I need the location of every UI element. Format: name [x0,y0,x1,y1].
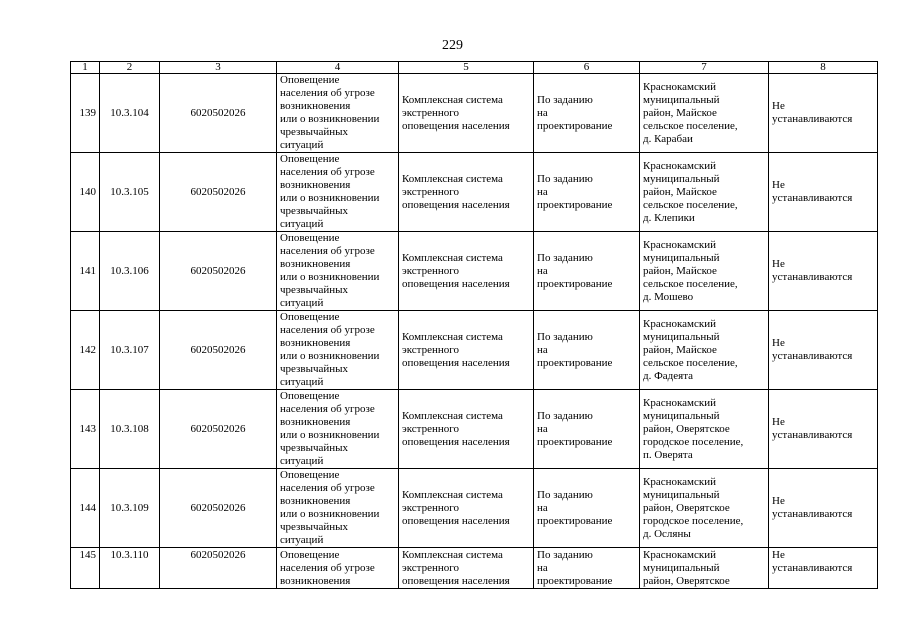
object-purpose: Оповещение населения об угрозе возникновения или о возникновении чрезвычайных ситуаций [277,390,399,469]
object-code: 10.3.110 [100,548,160,589]
object-name: Комплексная система экстренного оповещения населения [399,232,534,311]
object-kod: 6020502026 [160,232,277,311]
column-header: 2 [100,62,160,74]
column-header: 8 [769,62,878,74]
table-row [71,548,878,589]
object-kod: 6020502026 [160,311,277,390]
row-number: 139 [71,74,100,153]
object-zones: Не устанавливаются [769,153,878,232]
object-name: Комплексная система экстренного оповещения населения [399,390,534,469]
object-code: 10.3.105 [100,153,160,232]
object-zones: Не устанавливаются [769,311,878,390]
object-zones: Не устанавливаются [769,469,878,548]
table-row [71,469,878,548]
table-row [71,232,878,311]
table-row [71,74,878,153]
table-row [71,153,878,232]
object-kod: 6020502026 [160,74,277,153]
object-zones: Не устанавливаются [769,390,878,469]
object-status: По заданию на проектирование [534,74,640,153]
column-header: 4 [277,62,399,74]
row-number: 140 [71,153,100,232]
object-location: Краснокамский муниципальный район, Оверятское городское поселение, п. Оверята [640,390,769,469]
column-header: 1 [71,62,100,74]
object-name: Комплексная система экстренного оповещения населения [399,311,534,390]
object-zones: Не устанавливаются [769,232,878,311]
object-kod: 6020502026 [160,390,277,469]
object-status: По заданию на проектирование [534,311,640,390]
column-header: 3 [160,62,277,74]
object-status: По заданию на проектирование [534,153,640,232]
object-purpose: Оповещение населения об угрозе возникновения или о возникновении чрезвычайных ситуаций [277,74,399,153]
row-number: 144 [71,469,100,548]
row-number: 141 [71,232,100,311]
object-kod: 6020502026 [160,469,277,548]
object-kod: 6020502026 [160,548,277,589]
object-code: 10.3.104 [100,74,160,153]
object-location: Краснокамский муниципальный район, Майское сельское поселение, д. Клепики [640,153,769,232]
column-header: 7 [640,62,769,74]
object-code: 10.3.106 [100,232,160,311]
object-name: Комплексная система экстренного оповещения населения [399,74,534,153]
object-purpose: Оповещение населения об угрозе возникновения [277,548,399,589]
object-name: Комплексная система экстренного оповещения населения [399,153,534,232]
column-header: 6 [534,62,640,74]
object-code: 10.3.109 [100,469,160,548]
object-name: Комплексная система экстренного оповещения населения [399,548,534,589]
object-code: 10.3.108 [100,390,160,469]
object-location: Краснокамский муниципальный район, Майское сельское поселение, д. Карабаи [640,74,769,153]
object-kod: 6020502026 [160,153,277,232]
column-header: 5 [399,62,534,74]
table-row [71,390,878,469]
object-location: Краснокамский муниципальный район, Майское сельское поселение, д. Фадеята [640,311,769,390]
object-location: Краснокамский муниципальный район, Оверятское городское поселение, д. Осляны [640,469,769,548]
object-zones: Не устанавливаются [769,74,878,153]
object-purpose: Оповещение населения об угрозе возникновения или о возникновении чрезвычайных ситуаций [277,232,399,311]
object-location: Краснокамский муниципальный район, Оверятское [640,548,769,589]
object-purpose: Оповещение населения об угрозе возникновения или о возникновении чрезвычайных ситуаций [277,469,399,548]
row-number: 142 [71,311,100,390]
row-number: 145 [71,548,100,589]
object-purpose: Оповещение населения об угрозе возникновения или о возникновении чрезвычайных ситуаций [277,311,399,390]
object-location: Краснокамский муниципальный район, Майское сельское поселение, д. Мошево [640,232,769,311]
row-number: 143 [71,390,100,469]
object-status: По заданию на проектирование [534,232,640,311]
column-number-row [71,62,878,74]
object-code: 10.3.107 [100,311,160,390]
object-status: По заданию на проектирование [534,390,640,469]
object-zones: Не устанавливаются [769,548,878,589]
object-name: Комплексная система экстренного оповещения населения [399,469,534,548]
page-number: 229 [442,38,463,53]
objects-table [70,61,878,589]
object-status: По заданию на проектирование [534,469,640,548]
table-row [71,311,878,390]
object-status: По заданию на проектирование [534,548,640,589]
object-purpose: Оповещение населения об угрозе возникновения или о возникновении чрезвычайных ситуаций [277,153,399,232]
